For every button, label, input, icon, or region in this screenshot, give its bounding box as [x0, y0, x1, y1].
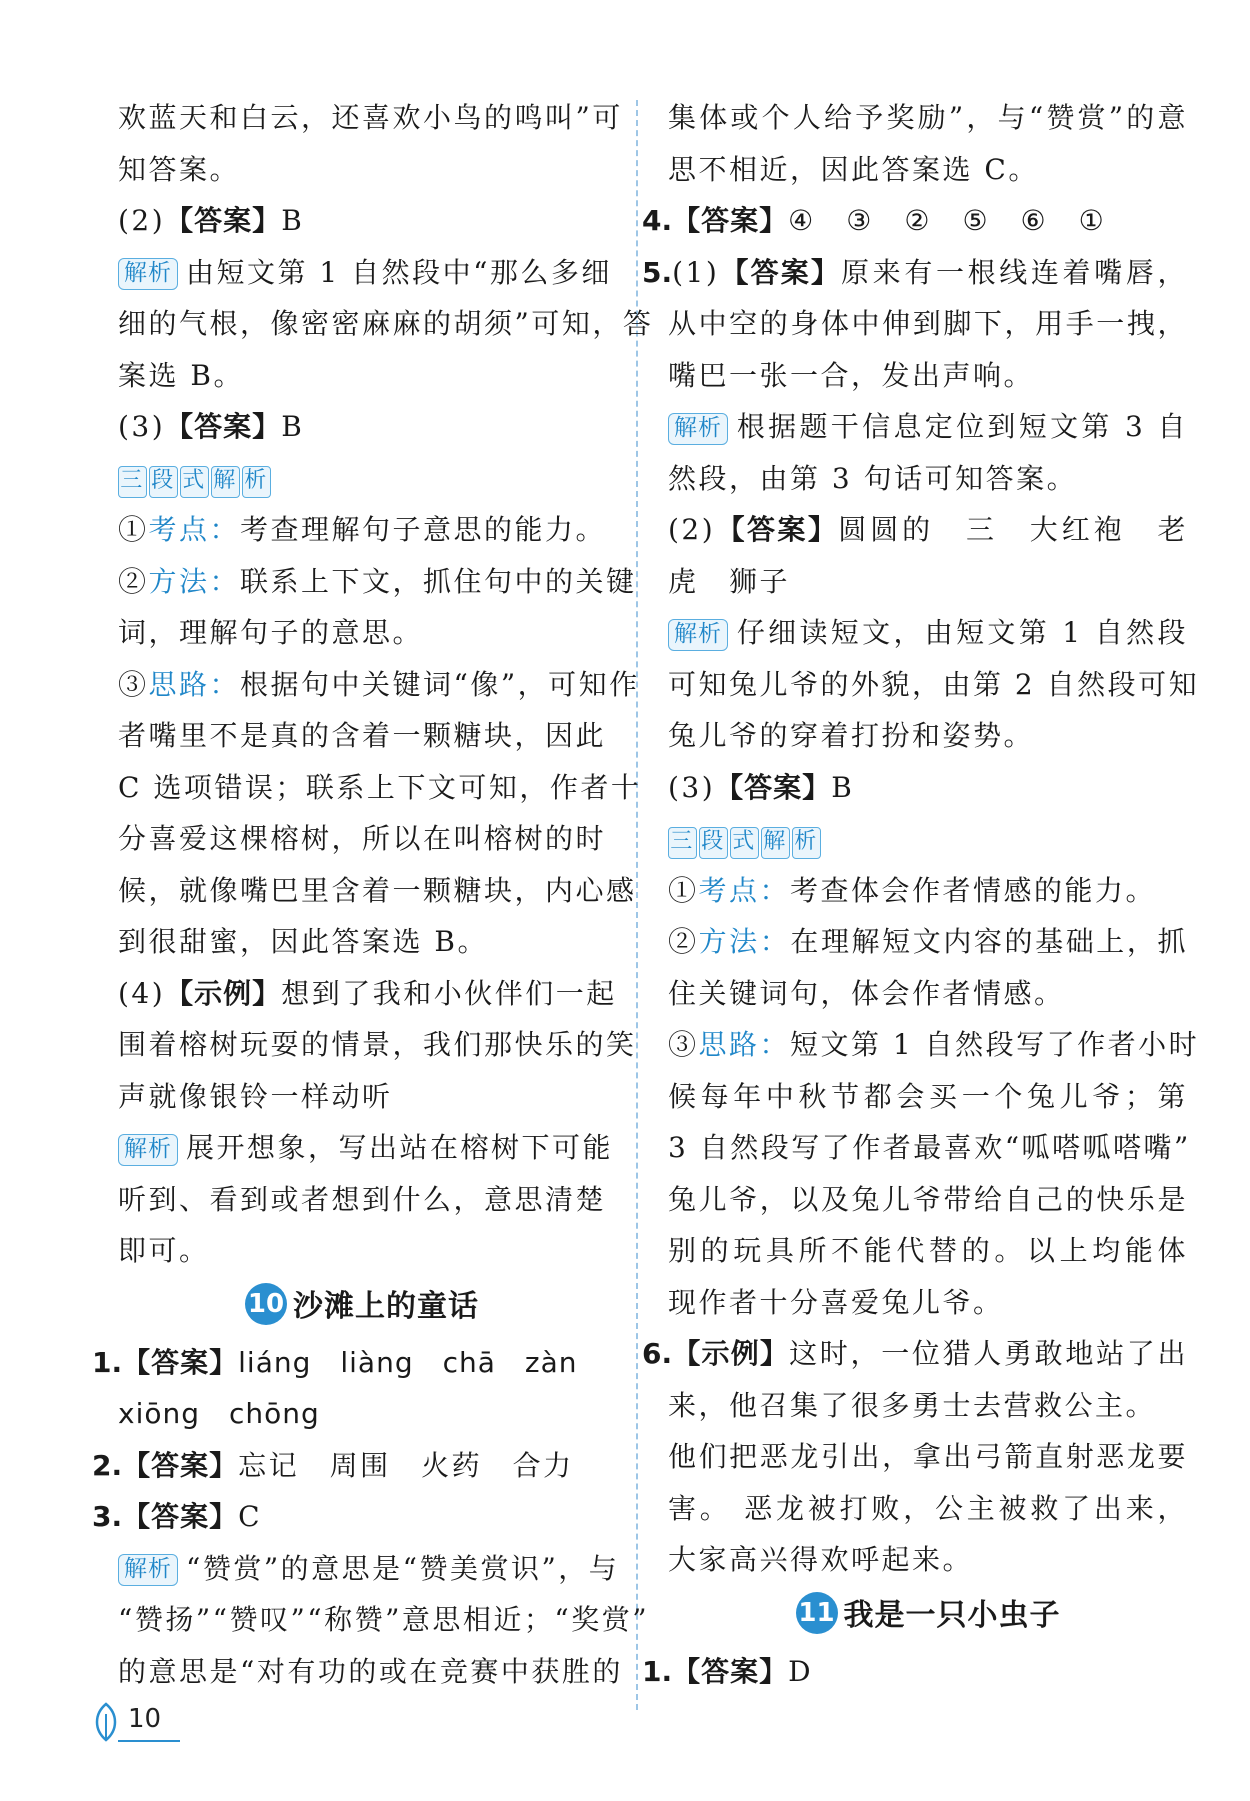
text-line: 听到、看到或者想到什么，意思清楚: [118, 1182, 607, 1216]
point-number: ②: [118, 564, 149, 598]
example-bracket: 【示例】: [165, 976, 282, 1010]
tag-char: 析: [792, 827, 821, 859]
explanation-text: 仔细读短文，由短文第 1 自然段: [736, 616, 1188, 649]
sub-number: (4): [118, 976, 166, 1010]
text-line: 候每年中秋节都会买一个兔儿爷；第: [668, 1079, 1188, 1113]
text-line: 他们把恶龙引出，拿出弓箭直射恶龙要: [668, 1440, 1188, 1473]
explanation-line: [668, 401, 1188, 453]
analysis-point: [668, 865, 1188, 917]
text-line: 的意思是“对有功的或在竞赛中获胜的: [118, 1654, 623, 1688]
point-label: 思路：: [698, 1028, 791, 1061]
tag-char: 解: [211, 466, 240, 498]
sub-number: (2): [668, 513, 716, 546]
analysis-tag: 解析: [118, 1134, 178, 1166]
left-column: [92, 92, 654, 1697]
text-line: 围着榕树玩耍的情景，我们那快乐的笑: [118, 1028, 637, 1061]
text-line: 可知兔儿爷的外貌，由第 2 自然段可知: [668, 667, 1200, 701]
tag-char: 三: [118, 466, 147, 498]
section-title: 我是一只小虫子: [843, 1597, 1061, 1633]
text-line: 即可。: [118, 1234, 210, 1267]
answer-bracket: 【答案】: [715, 770, 832, 804]
answer-bracket: 【答案】: [165, 410, 282, 443]
tag-char: 析: [242, 466, 271, 498]
answer-text: 原来有一根线连着嘴唇，: [841, 255, 1188, 289]
text-line: 虎 狮子: [668, 564, 791, 598]
answer-value: C: [238, 1500, 263, 1533]
analysis-point: [668, 916, 1188, 968]
text-line: 思不相近，因此答案选 C。: [668, 152, 1039, 186]
point-number: ①: [118, 513, 149, 546]
text-line: 别的玩具所不能代替的。以上均能体: [668, 1234, 1188, 1267]
question-number: 1.: [92, 1345, 123, 1379]
answer-item: [92, 1440, 606, 1492]
text-line: 然段，由第 3 句话可知答案。: [668, 461, 1078, 495]
pinyin-answers: xiōng chōng: [118, 1397, 320, 1430]
point-label: 思路：: [148, 667, 241, 701]
analysis-point: [668, 1019, 1200, 1071]
answer-item: [118, 401, 606, 453]
point-number: ③: [668, 1028, 699, 1061]
answer-text: 这时，一位猎人勇敢地站了出: [789, 1337, 1188, 1370]
answer-value: B: [281, 410, 305, 443]
answer-item: [118, 968, 617, 1020]
tag-char: 段: [699, 827, 728, 859]
point-text: 在理解短文内容的基础上，抓: [790, 925, 1188, 958]
tag-char: 式: [180, 466, 209, 498]
pinyin-answers: liáng liàng chā zàn: [238, 1345, 578, 1379]
explanation-line: [118, 1122, 614, 1174]
question-number: 6.: [642, 1337, 673, 1370]
text-line: 大家高兴得欢呼起来。: [668, 1543, 974, 1576]
text-line: “赞扬”“赞叹”“称赞”意思相近；“奖赏”: [118, 1603, 650, 1636]
tag-char: 式: [730, 827, 759, 859]
footer-rule: [118, 1740, 180, 1742]
text-line: 住关键词句，体会作者情感。: [668, 976, 1065, 1010]
answer-bracket: 【答案】: [165, 204, 282, 237]
explanation-line: [118, 247, 612, 299]
three-part-analysis-heading: [668, 813, 1188, 865]
text-line: 集体或个人给予奖励”，与“赞赏”的意: [668, 101, 1188, 134]
answer-item: [642, 195, 1188, 247]
explanation-text: 由短文第 1 自然段中“那么多细: [186, 255, 612, 289]
answer-text: 圆圆的 三 大红袍 老: [838, 513, 1188, 546]
text-line: C 选项错误；联系上下文可知，作者十: [118, 770, 642, 804]
text-line: 分喜爱这棵榕树，所以在叫榕树的时: [118, 822, 607, 855]
text-line: 声就像银铃一样动听: [118, 1079, 393, 1113]
analysis-point: [118, 504, 606, 556]
point-text: 联系上下文，抓住句中的关键: [240, 564, 637, 598]
analysis-tag: 解析: [118, 258, 178, 290]
analysis-point: [118, 556, 637, 608]
explanation-line: [118, 1543, 620, 1595]
text-line: 细的气根，像密密麻麻的胡须”可知，答: [118, 307, 654, 340]
section-number-badge: 10: [245, 1283, 287, 1325]
text-line: 来，他召集了很多勇士去营救公主。: [668, 1388, 1157, 1422]
answer-value: B: [281, 204, 305, 237]
page-number: 10: [128, 1704, 162, 1734]
explanation-line: [668, 607, 1188, 659]
text-line: 候，就像嘴巴里含着一颗糖块，内心感: [118, 873, 637, 907]
answer-text: 想到了我和小伙伴们一起: [281, 976, 617, 1010]
answer-item: [118, 195, 606, 247]
three-part-analysis-tag: [118, 452, 273, 504]
answer-item: [668, 504, 1188, 556]
answer-text: ④ ③ ② ⑤ ⑥ ①: [788, 204, 1107, 237]
point-number: ①: [668, 873, 699, 907]
text-line: 知答案。: [118, 152, 241, 186]
right-column: [642, 92, 1200, 1697]
page-footer: [90, 1700, 180, 1744]
answer-bracket: 【答案】: [122, 1448, 239, 1482]
leaf-icon: [90, 1700, 126, 1744]
three-part-analysis-tag: [668, 813, 823, 865]
text-line: 现作者十分喜爱兔儿爷。: [668, 1285, 1004, 1319]
answer-value: B: [831, 770, 855, 804]
answer-item: [642, 1646, 1188, 1698]
text-line: 从中空的身体中伸到脚下，用手一拽，: [668, 307, 1188, 340]
answer-item: [642, 247, 1188, 299]
point-text: 根据句中关键词“像”，可知作: [240, 667, 640, 701]
point-label: 考点：: [148, 513, 241, 546]
section-title: 沙滩上的童话: [293, 1288, 479, 1324]
explanation-text: 根据题干信息定位到短文第 3 自: [736, 410, 1188, 443]
answer-item: [92, 1337, 606, 1389]
question-number: 2.: [92, 1448, 123, 1482]
point-text: 考查体会作者情感的能力。: [790, 873, 1157, 907]
text-line: 欢蓝天和白云，还喜欢小鸟的鸣叫”可: [118, 101, 623, 134]
point-text: 短文第 1 自然段写了作者小时: [790, 1028, 1200, 1061]
tag-char: 解: [761, 827, 790, 859]
analysis-tag: 解析: [118, 1554, 178, 1586]
answer-bracket: 【答案】: [122, 1345, 239, 1379]
point-text: 考查理解句子意思的能力。: [240, 513, 607, 546]
text-line: 兔儿爷，以及兔儿爷带给自己的快乐是: [668, 1182, 1188, 1216]
answer-bracket: 【答案】: [719, 255, 842, 289]
sub-number: (1): [672, 255, 720, 289]
answer-item: [642, 1328, 1188, 1380]
sub-number: (2): [118, 204, 166, 237]
section-heading-10: [118, 1277, 606, 1337]
three-part-analysis-heading: [118, 453, 606, 505]
explanation-text: 展开想象，写出站在榕树下可能: [186, 1131, 614, 1164]
answer-item: [668, 762, 1188, 814]
section-number-badge: 11: [796, 1592, 838, 1634]
text-line: 者嘴里不是真的含着一颗糖块，因此: [118, 719, 607, 752]
question-number: 4.: [642, 204, 673, 237]
text-line: 害。 恶龙被打败，公主被救了出来，: [668, 1491, 1188, 1525]
answer-value: D: [788, 1654, 814, 1688]
text-line: 案选 B。: [118, 358, 244, 392]
question-number: 3.: [92, 1500, 123, 1533]
answer-bracket: 【答案】: [122, 1500, 239, 1533]
text-line: 嘴巴一张一合，发出声响。: [668, 358, 1035, 392]
example-bracket: 【示例】: [672, 1337, 790, 1370]
analysis-tag: 解析: [668, 413, 728, 445]
answer-text: 忘记 周围 火药 合力: [238, 1448, 574, 1482]
text-line: 3 自然段写了作者最喜欢“呱嗒呱嗒嘴”: [668, 1131, 1191, 1164]
text-line: 词，理解句子的意思。: [118, 616, 424, 649]
text-line: 到很甜蜜，因此答案选 B。: [118, 925, 488, 958]
sub-number: (3): [118, 410, 166, 443]
analysis-tag: 解析: [668, 619, 728, 651]
section-heading-11: [668, 1586, 1188, 1646]
sub-number: (3): [668, 770, 716, 804]
tag-char: 三: [668, 827, 697, 859]
tag-char: 段: [149, 466, 178, 498]
point-number: ③: [118, 667, 149, 701]
answer-item: [92, 1491, 606, 1543]
point-label: 考点：: [698, 873, 791, 907]
point-label: 方法：: [698, 925, 791, 958]
answer-bracket: 【答案】: [672, 204, 789, 237]
answer-bracket: 【答案】: [715, 513, 839, 546]
point-number: ②: [668, 925, 699, 958]
text-line: 兔儿爷的穿着打扮和姿势。: [668, 719, 1035, 752]
explanation-text: “赞赏”的意思是“赞美赏识”，与: [186, 1551, 620, 1585]
question-number: 5.: [642, 255, 673, 289]
point-label: 方法：: [148, 564, 241, 598]
analysis-point: [118, 659, 640, 711]
answer-bracket: 【答案】: [672, 1654, 789, 1688]
question-number: 1.: [642, 1654, 673, 1688]
